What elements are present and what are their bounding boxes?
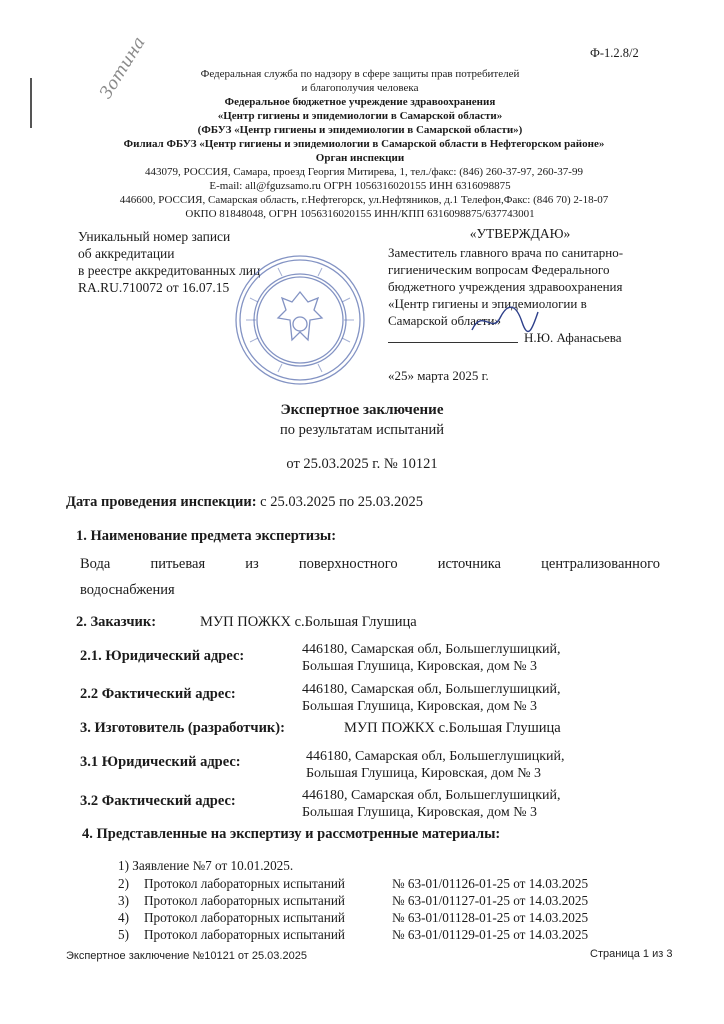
registry-line-1: Уникальный номер записи — [78, 229, 231, 244]
header-line-5: (ФБУЗ «Центр гигиены и эпидемиологии в Самарской области») — [197, 124, 523, 136]
signature-line — [388, 342, 518, 343]
materials-item — [118, 910, 588, 926]
item-text: Протокол лабораторных испытаний — [144, 893, 345, 908]
address-line: Большая Глушица, Кировская, дом № 3 — [302, 699, 538, 714]
registry-line-4: RA.RU.710072 от 16.07.15 — [78, 280, 230, 295]
address-line: 446180, Самарская обл, Большеглушицкий, — [302, 642, 561, 657]
item-ref: № 63-01/01129-01-25 от 14.03.2025 — [392, 927, 589, 942]
s1-word: источника — [437, 556, 501, 572]
approve-line-2: гигиеническим вопросам Федерального — [388, 262, 610, 277]
item-ref: № 63-01/01128-01-25 от 14.03.2025 — [392, 910, 589, 925]
header-line-4: «Центр гигиены и эпидемиологии в Самарской области» — [217, 110, 503, 122]
address-line: 446180, Самарская обл, Большеглушицкий, — [306, 749, 565, 764]
materials-item — [118, 876, 588, 892]
address-line: Большая Глушица, Кировская, дом № 3 — [302, 805, 538, 820]
section-1-text — [80, 556, 660, 573]
section-3-value: МУП ПОЖКХ с.Большая Глушица — [344, 720, 561, 736]
doc-title: Экспертное заключение — [280, 402, 444, 418]
form-code: Ф-1.2.8/2 — [590, 46, 639, 60]
s1-word: из — [245, 556, 259, 572]
header-line-2: и благополучия человека — [301, 82, 419, 94]
item-number: 5) — [118, 927, 129, 942]
section-2-2-label: 2.2 Фактический адрес: — [80, 686, 236, 702]
section-3-1-label: 3.1 Юридический адрес: — [80, 754, 241, 770]
official-seal — [232, 252, 368, 388]
page-number: Страница 1 из 3 — [590, 948, 673, 960]
section-3-1-address — [306, 748, 565, 782]
doc-number: от 25.03.2025 г. № 10121 — [286, 456, 438, 472]
approve-date: «25» марта 2025 г. — [388, 368, 489, 383]
materials-item — [118, 927, 588, 943]
section-3-2-label: 3.2 Фактический адрес: — [80, 793, 236, 809]
doc-subtitle: по результатам испытаний — [279, 422, 445, 438]
s1-word: централизованного — [541, 556, 660, 572]
item-text: Протокол лабораторных испытаний — [144, 876, 345, 891]
section-3-label: 3. Изготовитель (разработчик): — [80, 720, 285, 736]
item-ref: № 63-01/01126-01-25 от 14.03.2025 — [392, 876, 589, 891]
header-line-7: Орган инспекции — [315, 152, 405, 164]
item-text: Протокол лабораторных испытаний — [144, 910, 345, 925]
address-line: Большая Глушица, Кировская, дом № 3 — [306, 766, 542, 781]
section-2-value: МУП ПОЖКХ с.Большая Глушица — [200, 614, 417, 630]
section-1-line-2: водоснабжения — [80, 582, 175, 598]
s1-word: питьевая — [150, 556, 206, 572]
approve-line-5: Самарской области» — [388, 313, 501, 328]
header-line-10: 446600, РОССИЯ, Самарская область, г.Нефтегорск, ул.Нефтяников, д.1 Телефон,Факс: (846 70) 2-18-07 — [119, 194, 609, 206]
footer-left: Экспертное заключение №10121 от 25.03.2025 — [66, 950, 307, 962]
inspection-date-text: Дата проведения инспекции: с 25.03.2025 по 25.03.2025 — [66, 494, 423, 510]
materials-item — [118, 893, 588, 909]
approve-line-4: «Центр гигиены и эпидемиологии в — [388, 296, 587, 311]
registry-line-2: об аккредитации — [78, 246, 175, 261]
section-2-label: 2. Заказчик: — [76, 614, 157, 630]
item-number: 4) — [118, 910, 129, 925]
inspection-date — [66, 494, 423, 511]
s1-word: Вода — [80, 556, 111, 572]
materials-item — [118, 858, 293, 874]
handwritten-note: Зотина — [96, 33, 150, 103]
item-text: Заявление №7 от 10.01.2025. — [132, 858, 294, 873]
item-number: 3) — [118, 893, 129, 908]
section-2-1-address — [302, 641, 561, 675]
header-line-11: ОКПО 81848048, ОГРН 1056316020155 ИНН/КПП 6316098875/637743001 — [185, 208, 535, 220]
item-ref: № 63-01/01127-01-25 от 14.03.2025 — [392, 893, 589, 908]
registry-line-3: в реестре аккредитованных лиц — [78, 263, 261, 278]
section-1-heading: 1. Наименование предмета экспертизы: — [76, 528, 337, 544]
address-line: 446180, Самарская обл, Большеглушицкий, — [302, 788, 561, 803]
approve-signer: Н.Ю. Афанасьева — [524, 330, 622, 345]
header-line-6: Филиал ФБУЗ «Центр гигиены и эпидемиологии в Самарской области в Нефтегорском районе» — [123, 138, 605, 150]
approve-line-3: бюджетного учреждения здравоохранения — [388, 279, 623, 294]
header-line-8: 443079, РОССИЯ, Самара, проезд Георгия Митирева, 1, тел./факс: (846) 260-37-97, 260-37-99 — [145, 166, 583, 178]
section-2-1-label: 2.1. Юридический адрес: — [80, 648, 245, 664]
item-number: 1) — [118, 858, 133, 873]
address-line: Большая Глушица, Кировская, дом № 3 — [302, 659, 538, 674]
section-4-heading: 4. Представленные на экспертизу и рассмотренные материалы: — [82, 826, 501, 842]
s1-word: поверхностного — [298, 556, 398, 572]
item-text: Протокол лабораторных испытаний — [144, 927, 345, 942]
margin-mark — [30, 78, 32, 128]
approve-title: «УТВЕРЖДАЮ» — [469, 226, 571, 241]
approve-line-1: Заместитель главного врача по санитарно- — [388, 245, 624, 260]
item-number: 2) — [118, 876, 129, 891]
header-line-3: Федеральное бюджетное учреждение здравоохранения — [224, 96, 496, 108]
header-line-1: Федеральная служба по надзору в сфере защиты прав потребителей — [200, 68, 520, 80]
section-2-2-address — [302, 681, 561, 715]
address-line: 446180, Самарская обл, Большеглушицкий, — [302, 682, 561, 697]
header-line-9: E-mail: all@fguzsamo.ru ОГРН 1056316020155 ИНН 6316098875 — [209, 180, 511, 192]
section-3-2-address — [302, 787, 561, 821]
